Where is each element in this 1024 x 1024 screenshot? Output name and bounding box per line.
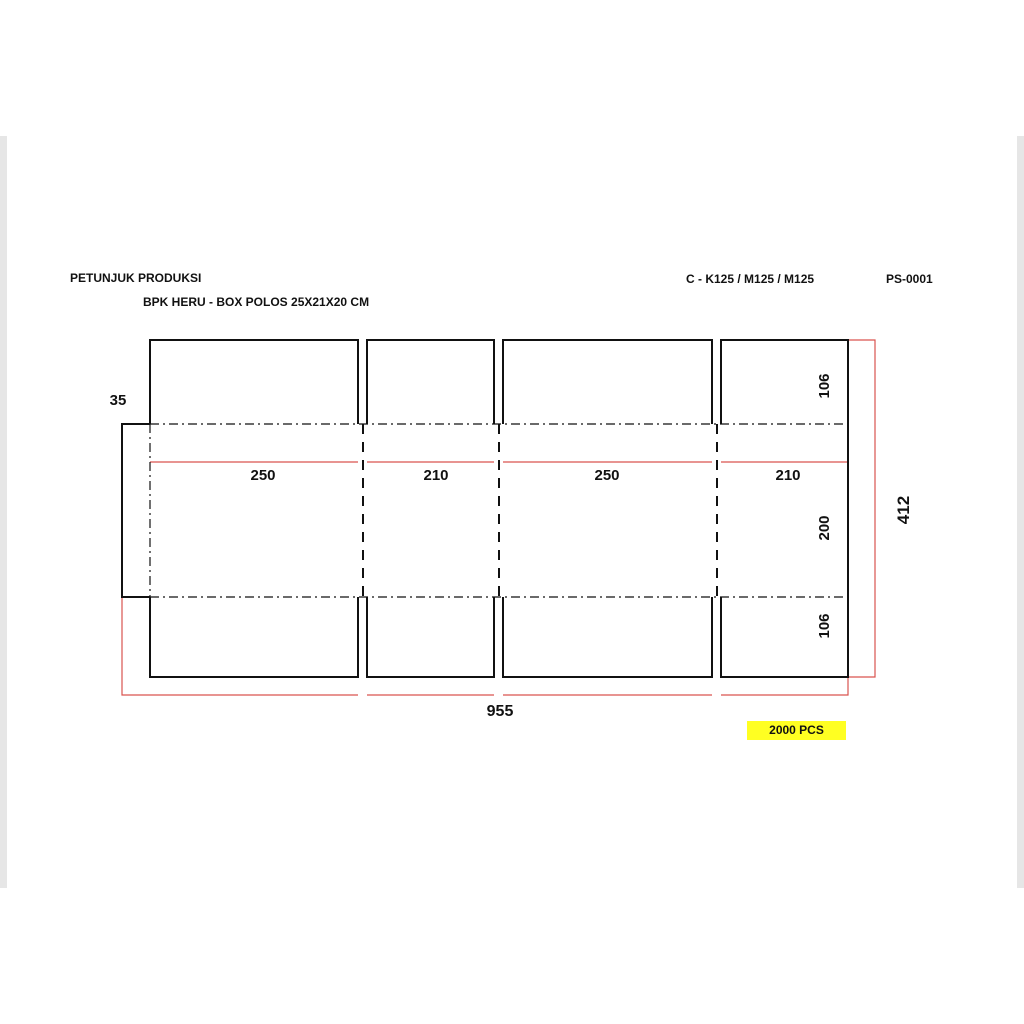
document-subtitle: BPK HERU - BOX POLOS 25X21X20 CM [143, 295, 370, 309]
bottom-flap-1 [150, 597, 358, 677]
total-width-dimension: 955 [486, 703, 514, 720]
total-width-dimension-line [122, 597, 848, 695]
dimension-line-gaps [358, 455, 721, 700]
quantity-badge: 2000 PCS [747, 721, 846, 740]
glue-flap [122, 424, 150, 597]
bottom-flap-3 [503, 597, 712, 677]
top-flap-1 [150, 340, 358, 424]
document-title: PETUNJUK PRODUKSI [70, 271, 202, 285]
panel-2-width: 210 [423, 467, 449, 484]
panel-4-width: 210 [775, 467, 801, 484]
bottom-flap-dimension: 106 [816, 613, 833, 639]
material-spec: C - K125 / M125 / M125 [686, 272, 815, 286]
body-height-dimension: 200 [816, 515, 833, 541]
top-flap-dimension: 106 [816, 373, 833, 399]
panel-fold-lines [363, 424, 717, 597]
total-height-dimension: 412 [894, 495, 913, 525]
top-flap-3 [503, 340, 712, 424]
bottom-flap-2 [367, 597, 494, 677]
total-height-dimension-line [848, 340, 875, 677]
cut-lines [122, 340, 848, 677]
glue-flap-dimension: 35 [109, 392, 127, 409]
document-code: PS-0001 [886, 272, 933, 286]
panel-3-width: 250 [594, 467, 620, 484]
top-flap-2 [367, 340, 494, 424]
panel-1-width: 250 [250, 467, 276, 484]
